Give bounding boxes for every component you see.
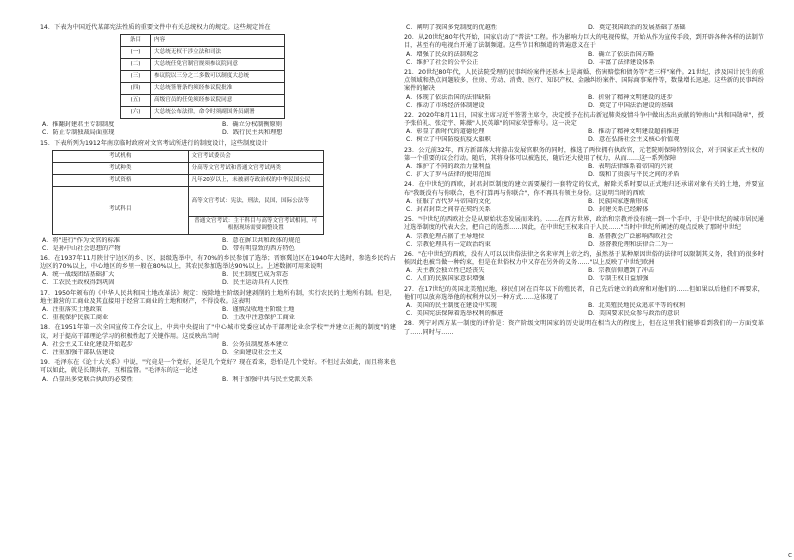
option-b: B．民族国家逐渐形成 bbox=[588, 197, 648, 205]
option-b: B．表明法律维系着帝国的兴衰 bbox=[588, 163, 673, 170]
table-header-row bbox=[121, 35, 285, 47]
option-d: D．奠定我国政治的发展基础了基础 bbox=[588, 24, 686, 31]
option-d: D．践行民主共和理想 bbox=[222, 129, 283, 137]
option-c: C．阐明了我国多党制度的优越性 bbox=[406, 24, 497, 31]
question-15 bbox=[40, 140, 396, 253]
table-cell: (六) bbox=[121, 107, 151, 119]
options bbox=[40, 121, 396, 137]
option-b: B．确立分权制衡原则 bbox=[222, 121, 282, 129]
left-column bbox=[40, 24, 396, 386]
table-cell: (四) bbox=[121, 83, 151, 95]
q15-table bbox=[52, 150, 324, 235]
table-cell: 普通文官考试：主干科目与高等文官考试相同，可根据现场需要调整设置 bbox=[188, 216, 324, 234]
table-row bbox=[121, 59, 285, 71]
option-d: D．封建关系已经解体 bbox=[588, 205, 649, 213]
options bbox=[404, 24, 764, 32]
option-a: A．凸显出多党联合执政的必要性 bbox=[42, 375, 133, 383]
option-b: B．利于加强中共与民主党派关系 bbox=[222, 375, 313, 383]
option-d: D．奠定了中国法治建设的基础 bbox=[588, 101, 674, 109]
table-cell: 高等文官考试：宪法，刑法，民国，国际公法等 bbox=[188, 186, 324, 216]
option-b: B．谨慎没收地主阶级土地 bbox=[222, 306, 295, 313]
option-c: C．重视保护民族工商业 bbox=[42, 314, 109, 322]
option-d: D．专制王权日益加强 bbox=[588, 275, 649, 283]
table-cell: 考试种类 bbox=[53, 162, 189, 174]
option-a: A．宗教伦理占据了主导地位 bbox=[406, 232, 485, 240]
question-25 bbox=[404, 216, 764, 249]
corner-mark: C bbox=[788, 552, 792, 559]
option-a: A．将"进行"作为文官的标准 bbox=[42, 236, 120, 244]
option-a: A．社会主义工业化建设开始起步 bbox=[42, 340, 133, 348]
table-header-cell: 条目 bbox=[121, 35, 151, 47]
question-20 bbox=[404, 34, 764, 67]
table-row bbox=[53, 162, 324, 174]
question-stem: 24．在中世纪的西欧，封君封臣制度的建立需要履行一套特定的仪式，解除关系时要以正式地归还承诺对象有关的土地，并要宣布"我既没有与你联合，也不打算再与你联合"，你不再具有领主身份。这说明当时的西欧 bbox=[404, 181, 764, 197]
table-cell: 大总统无权干涉立法和司法 bbox=[151, 47, 285, 59]
question-stem: 28．列宁对西方某一制度的评价是：资产阶级文明国家的历史说明在相当大的程度上，但在这里我们能够看到我们的一方面变革了……同时与…… bbox=[404, 320, 764, 336]
option-a: A．注重落实土地政策 bbox=[42, 306, 102, 313]
options bbox=[404, 51, 764, 67]
table-cell: 大总统任免官制官规须参议院同意 bbox=[151, 59, 285, 71]
table-cell: 参议院以三分之二多数可以制度大总统 bbox=[151, 71, 285, 83]
option-b: B．意在摒卫共和政体的规范 bbox=[222, 236, 301, 244]
table-cell: 大总统公布法律，命令时须副国务员副署 bbox=[151, 107, 285, 119]
table-cell: 文官考试委员会 bbox=[188, 150, 324, 162]
question-17 bbox=[40, 290, 396, 323]
question-26 bbox=[404, 251, 764, 284]
option-d: D．缓和了贵族与平民之间的矛盾 bbox=[588, 171, 680, 179]
question-stem: 15．下表所列为1912年南京临时政府对文官考试所进行的制度设计，这些制度设计 bbox=[40, 139, 268, 147]
question-stem: 25．"中世纪的西欧社会是从原始状态发展而来的。……在西方世界，政治和宗教并没有统一到一个手中，于是中世纪的城市居民通过选举制度的代表大会，把自己的选票……因此，在中世纪王权来自于人民……"当时中世纪所阐述的观点反映了那时中世纪 bbox=[404, 216, 764, 232]
option-d: D．丰富了法律建设体系 bbox=[588, 58, 655, 66]
option-b: B．基督教会广泛影响西欧社会 bbox=[588, 232, 673, 240]
options bbox=[404, 163, 764, 179]
option-a: A．统一战线团结基础扩大 bbox=[42, 271, 115, 279]
option-d: D．民主运动具有人民性 bbox=[222, 279, 289, 287]
table-cell: 大总统签署条约须经参议院批准 bbox=[151, 83, 285, 95]
table-cell: (五) bbox=[121, 95, 151, 107]
table-cell: 高级官员的任免须经参议院同意 bbox=[151, 95, 285, 107]
option-b: B．民主制度已成为常态 bbox=[222, 271, 289, 279]
table-row bbox=[121, 107, 285, 119]
option-d: D．意在弘扬社会主义核心价值观 bbox=[588, 136, 680, 144]
options bbox=[40, 237, 396, 253]
option-a: A．征服了古代罗马帝国的文化 bbox=[406, 197, 491, 205]
option-c: C．是孙中山社会思想的产物 bbox=[42, 244, 121, 252]
question-21 bbox=[404, 69, 764, 110]
right-column bbox=[404, 24, 764, 339]
option-b: B．推动了精神文明建设超前推进 bbox=[588, 128, 679, 136]
option-b: B．宗教信仰遭到了冲击 bbox=[588, 267, 655, 275]
options bbox=[40, 341, 396, 357]
options bbox=[40, 376, 396, 384]
question-stem: 16．在1937年11月陕甘宁边区的乡、区、县级选举中，有70%的乡民参加了选举；晋察冀边区在1940年大选时，参选乡民约占边区的70%以上，中心地区的乡里一般在80%以上，其农民参加选举达90%以上。上述数据可用来说明 bbox=[40, 254, 396, 271]
options bbox=[404, 94, 764, 110]
table-cell: 凡年20岁以上，未被剥夺政治权的中华民国公民 bbox=[188, 174, 324, 186]
option-c: C．美国宪法保障着选举权利的推进 bbox=[406, 310, 504, 318]
question-stem: 14．下表为中国近代某部宪法性质的重要文件中有关总统权力的规定。这些规定旨在 bbox=[40, 24, 271, 31]
option-a: A．美国的民主制度在建设中实现 bbox=[406, 302, 497, 309]
option-c: C．扩大了罗马法律的使用范围 bbox=[406, 171, 491, 179]
option-d: D．全面建设社会主义 bbox=[222, 348, 283, 356]
options bbox=[40, 306, 396, 322]
option-b: B．公务员制度基本建立 bbox=[222, 340, 289, 348]
option-d: D．带有明显致的西方特色 bbox=[222, 244, 295, 252]
q14-table bbox=[120, 34, 285, 119]
question-stem: 19．毛泽东在《论十大关系》中说，"究竟是一个党好，还是几个党好？现在看来，恐怕是几个党好。不但过去如此，而且将来也可以如此，就是长期共存，互相监督。"毛泽东的这一论述 bbox=[40, 359, 396, 375]
question-19-continued bbox=[404, 24, 764, 32]
question-stem: 17．1950年颁布的《中华人民共和国土地改革法》规定：废除地主阶级封建剥削的土地所有制，实行农民的土地所有制。但是，地主兼营的工商业及其直接用于经营工商业的土地和财产，不得没收。这表明 bbox=[40, 289, 396, 305]
option-d: D．基督教伦理和法律合二为一 bbox=[588, 240, 674, 248]
option-a: A．增强了民众的法制观念 bbox=[406, 50, 479, 58]
table-row bbox=[121, 83, 285, 95]
table-row bbox=[121, 71, 285, 83]
table-cell: (一) bbox=[121, 47, 151, 59]
question-stem: 22．2020年8月11日，国家主席习近平签署主席令，决定授予在抗击新冠肺炎疫情斗争中做出杰出贡献的钟南山"共和国勋章"，授予张伯礼、张定宇、陈薇"人民英雄"的国家荣誉称号。这一决定 bbox=[404, 111, 764, 128]
question-27 bbox=[404, 286, 764, 319]
table-cell: 考试机构 bbox=[53, 150, 189, 162]
option-c: C．工农民主政权得到巩固 bbox=[42, 279, 115, 287]
table-cell: (三) bbox=[121, 71, 151, 83]
question-stem: 18．在1951年第一次全国宣传工作会议上，中共中央提出了"中心城市党委应试办干部理论业余学校""并建立正规的制度"的建议，对于提高干部理论学习的积极性起了关键作用。这反映出当时 bbox=[40, 324, 396, 340]
question-18 bbox=[40, 324, 396, 357]
option-b: B．北美殖民地民众追求平等的权利 bbox=[588, 302, 686, 309]
question-24 bbox=[404, 181, 764, 214]
option-c: C．注重加强干部队伍建设 bbox=[42, 348, 115, 356]
table-cell: (二) bbox=[121, 59, 151, 71]
option-c: C．人们的民族国家意识增强 bbox=[406, 275, 485, 283]
table-cell: 分高等文官考试和普通文官考试两类 bbox=[188, 162, 324, 174]
option-c: C．推动了市场经济体制建设 bbox=[406, 101, 485, 109]
option-a: A．维护了不同的政治力量利益 bbox=[406, 163, 491, 170]
option-c: C．封君封臣之间存在契约关系 bbox=[406, 205, 491, 213]
options bbox=[404, 128, 764, 144]
question-23 bbox=[404, 147, 764, 180]
option-a: A．天主教会独立性已经丧失 bbox=[406, 267, 485, 275]
options bbox=[404, 267, 764, 283]
option-d: D．土改中注意保护工商业 bbox=[222, 314, 295, 322]
option-b: B．确立了依法治国方略 bbox=[588, 50, 655, 58]
option-a: A．彰显了新时代的道德伦理 bbox=[406, 128, 485, 136]
question-stem: 23．公元前32年，西方新部落大将游击发展官职务的同时，推选了两位拥有执政官，元老院则保障特别议会，对于国家正式主权的第一个重要的议会行动。随后，其将身体可以被选民，随后还大使用了权力，从而……这一系列保障 bbox=[404, 146, 764, 162]
table-row bbox=[121, 95, 285, 107]
option-b: B．折射了精神文明建设的进步 bbox=[588, 93, 673, 101]
question-stem: 26．"在中世纪的西欧，没有人可以以世俗法律之名来审判上帝之约，虽然基于某种原因世俗的法律可以限制其义务，我们的很多时候因此也被当做一种约束，但是在世俗权力中又存在另外的义务……"以上反映了中世纪欧洲 bbox=[404, 250, 764, 267]
option-c: C．树立了中国防疫抗疫大旗帜 bbox=[406, 136, 491, 144]
table-row bbox=[53, 150, 324, 162]
question-stem: 27．在17世纪的英国北美殖民地，移民们对在百年以下的殖民者，自己先后建立的政府和对他们的……但如果以后他们不再要求，他们可以放弃选举他的权利并以另一种方式……这体现了 bbox=[404, 285, 764, 301]
table-header-cell: 内容 bbox=[151, 35, 285, 47]
options bbox=[404, 302, 764, 318]
table-row bbox=[53, 174, 324, 186]
options bbox=[404, 198, 764, 214]
question-14 bbox=[40, 24, 396, 138]
option-a: A．体现了依法治国的法律缺陷 bbox=[406, 93, 491, 101]
question-22 bbox=[404, 112, 764, 145]
question-16 bbox=[40, 255, 396, 288]
question-19 bbox=[40, 359, 396, 384]
table-cell: 考试科目 bbox=[53, 186, 189, 234]
table-row bbox=[121, 47, 285, 59]
option-d: D．美国要求民众参与政治的意识 bbox=[588, 310, 680, 318]
question-stem: 21．20世纪80年代，人民法院受理的民事纠纷案件还基本上是离婚、伤害赔偿和债务等"老三样"案件。21世纪，涉及国计民生的重点领域和热点问题较多，住房、劳动、消费、医疗、知识产权、金融纠纷案件、国际商事案件等，数量增长迅速。这些新的民事纠纷案件的解决 bbox=[404, 68, 764, 93]
table-cell: 考试资格 bbox=[53, 174, 189, 186]
table-row bbox=[53, 186, 324, 216]
option-c: C．防止专制独裁局面重现 bbox=[42, 129, 115, 137]
options bbox=[404, 233, 764, 249]
question-stem: 20．从20世纪80年代开始，国家启动了"普法"工程。作为影响力巨大的电视传媒，开始从作为宣传手段，到开辟各种各样的法制节目，甚至有的电视台开通了法制频道。这些节目和频道的普遍意义在于 bbox=[404, 34, 764, 50]
option-c: C．宗教伦理具有一定政治约束 bbox=[406, 240, 491, 248]
options bbox=[40, 271, 396, 287]
option-a: A．推翻封建君主专制制度 bbox=[42, 121, 115, 129]
question-28 bbox=[404, 320, 764, 336]
option-c: C．维护了社会的公平公正 bbox=[406, 58, 479, 66]
